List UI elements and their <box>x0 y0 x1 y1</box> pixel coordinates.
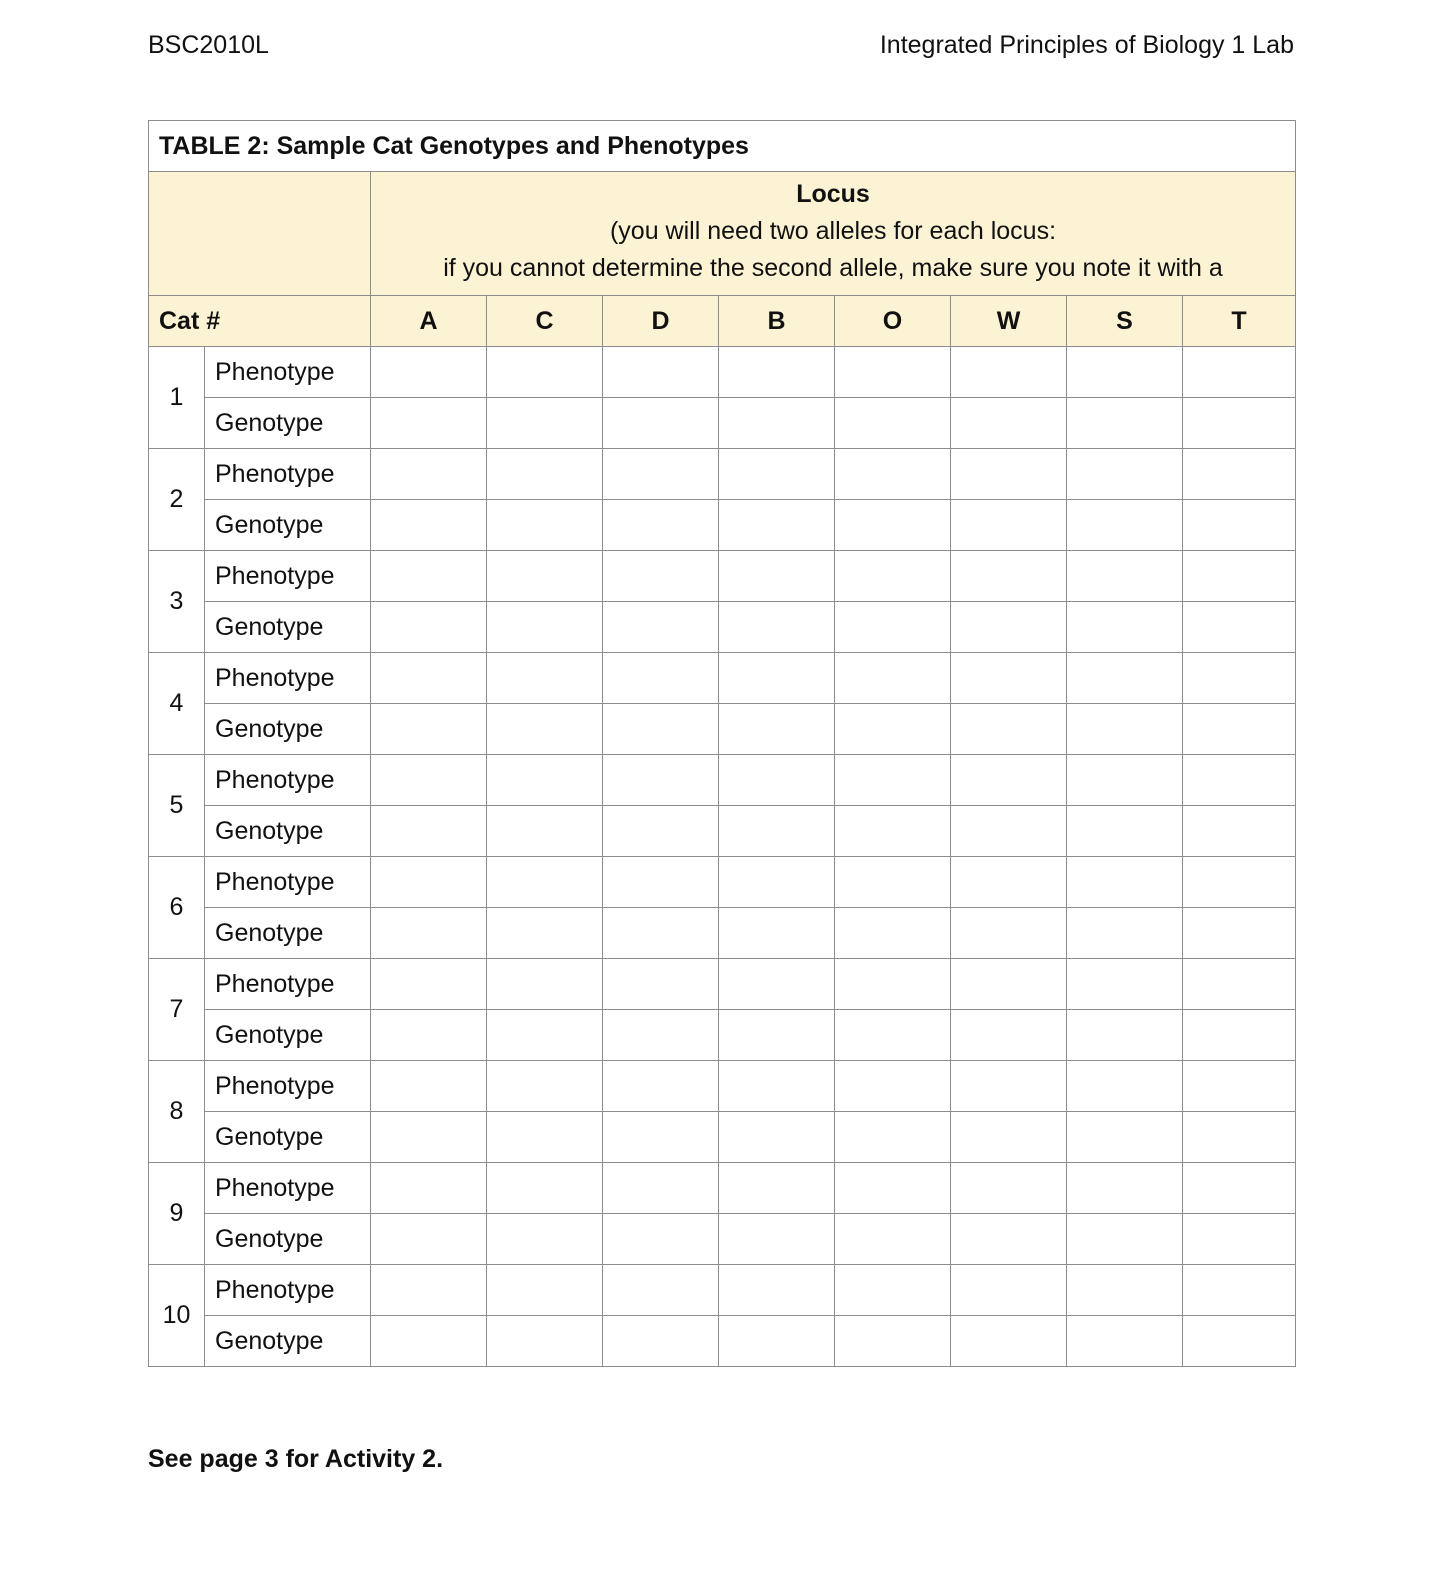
answer-cell[interactable] <box>719 959 835 1010</box>
phenotype-label: Phenotype <box>205 1265 371 1316</box>
answer-cell[interactable] <box>603 1265 719 1316</box>
locus-column-header: W <box>951 296 1067 347</box>
phenotype-label: Phenotype <box>205 449 371 500</box>
answer-cell[interactable] <box>719 908 835 959</box>
table-row <box>149 1316 1296 1367</box>
answer-cell[interactable] <box>719 857 835 908</box>
cat-number: 6 <box>149 857 205 959</box>
answer-cell[interactable] <box>719 449 835 500</box>
answer-cell[interactable] <box>951 1010 1067 1061</box>
answer-cell[interactable] <box>951 1214 1067 1265</box>
answer-cell[interactable] <box>487 1214 603 1265</box>
answer-cell[interactable] <box>951 1316 1067 1367</box>
answer-cell[interactable] <box>603 806 719 857</box>
answer-cell[interactable] <box>951 398 1067 449</box>
answer-cell[interactable] <box>835 1316 951 1367</box>
genotype-label: Genotype <box>205 704 371 755</box>
answer-cell[interactable] <box>835 908 951 959</box>
genotype-label: Genotype <box>205 602 371 653</box>
locus-header <box>371 172 1296 296</box>
answer-cell[interactable] <box>951 806 1067 857</box>
answer-cell[interactable] <box>1183 1265 1296 1316</box>
cat-number: 4 <box>149 653 205 755</box>
answer-cell[interactable] <box>487 500 603 551</box>
answer-cell[interactable] <box>835 551 951 602</box>
answer-cell[interactable] <box>951 908 1067 959</box>
answer-cell[interactable] <box>1183 755 1296 806</box>
answer-cell[interactable] <box>1067 959 1183 1010</box>
answer-cell[interactable] <box>371 602 487 653</box>
answer-cell[interactable] <box>487 449 603 500</box>
answer-cell[interactable] <box>603 755 719 806</box>
answer-cell[interactable] <box>719 1061 835 1112</box>
answer-cell[interactable] <box>603 959 719 1010</box>
answer-cell[interactable] <box>1183 1163 1296 1214</box>
answer-cell[interactable] <box>719 602 835 653</box>
genotype-label: Genotype <box>205 1112 371 1163</box>
answer-cell[interactable] <box>371 500 487 551</box>
cat-number: 7 <box>149 959 205 1061</box>
answer-cell[interactable] <box>1183 908 1296 959</box>
answer-cell[interactable] <box>951 602 1067 653</box>
table-row <box>149 500 1296 551</box>
answer-cell[interactable] <box>371 1265 487 1316</box>
answer-cell[interactable] <box>371 1214 487 1265</box>
answer-cell[interactable] <box>487 398 603 449</box>
answer-cell[interactable] <box>1067 1061 1183 1112</box>
locus-column-header: O <box>835 296 951 347</box>
table-row <box>149 602 1296 653</box>
answer-cell[interactable] <box>371 398 487 449</box>
table-row <box>149 449 1296 500</box>
answer-cell[interactable] <box>719 704 835 755</box>
cat-number: 8 <box>149 1061 205 1163</box>
locus-column-header: A <box>371 296 487 347</box>
answer-cell[interactable] <box>719 1265 835 1316</box>
answer-cell[interactable] <box>719 1316 835 1367</box>
answer-cell[interactable] <box>603 1316 719 1367</box>
table-row <box>149 1112 1296 1163</box>
answer-cell[interactable] <box>1183 1112 1296 1163</box>
table-row <box>149 1061 1296 1112</box>
course-code: BSC2010L <box>148 31 269 59</box>
answer-cell[interactable] <box>951 1265 1067 1316</box>
answer-cell[interactable] <box>371 347 487 398</box>
answer-cell[interactable] <box>835 806 951 857</box>
phenotype-label: Phenotype <box>205 551 371 602</box>
answer-cell[interactable] <box>835 500 951 551</box>
answer-cell[interactable] <box>951 755 1067 806</box>
answer-cell[interactable] <box>951 347 1067 398</box>
locus-column-header: S <box>1067 296 1183 347</box>
answer-cell[interactable] <box>719 347 835 398</box>
answer-cell[interactable] <box>835 857 951 908</box>
answer-cell[interactable] <box>603 449 719 500</box>
answer-cell[interactable] <box>835 449 951 500</box>
answer-cell[interactable] <box>1183 1010 1296 1061</box>
answer-cell[interactable] <box>487 704 603 755</box>
answer-cell[interactable] <box>951 500 1067 551</box>
answer-cell[interactable] <box>1067 1163 1183 1214</box>
answer-cell[interactable] <box>487 1163 603 1214</box>
answer-cell[interactable] <box>835 347 951 398</box>
answer-cell[interactable] <box>487 653 603 704</box>
answer-cell[interactable] <box>1183 449 1296 500</box>
answer-cell[interactable] <box>1067 755 1183 806</box>
answer-cell[interactable] <box>835 398 951 449</box>
answer-cell[interactable] <box>603 398 719 449</box>
course-title: Integrated Principles of Biology 1 Lab <box>879 31 1294 59</box>
answer-cell[interactable] <box>603 1214 719 1265</box>
locus-instruction-line-1: (you will need two alleles for each locus: <box>609 217 1057 245</box>
answer-cell[interactable] <box>1067 1010 1183 1061</box>
phenotype-label: Phenotype <box>205 1163 371 1214</box>
answer-cell[interactable] <box>487 806 603 857</box>
answer-cell[interactable] <box>1067 551 1183 602</box>
answer-cell[interactable] <box>719 755 835 806</box>
answer-cell[interactable] <box>603 602 719 653</box>
genotype-label: Genotype <box>205 500 371 551</box>
locus-column-header: C <box>487 296 603 347</box>
answer-cell[interactable] <box>835 959 951 1010</box>
answer-cell[interactable] <box>371 1316 487 1367</box>
answer-cell[interactable] <box>603 1061 719 1112</box>
answer-cell[interactable] <box>1183 857 1296 908</box>
answer-cell[interactable] <box>1067 449 1183 500</box>
answer-cell[interactable] <box>1067 398 1183 449</box>
answer-cell[interactable] <box>603 551 719 602</box>
answer-cell[interactable] <box>835 704 951 755</box>
phenotype-label: Phenotype <box>205 959 371 1010</box>
answer-cell[interactable] <box>1183 704 1296 755</box>
answer-cell[interactable] <box>487 1112 603 1163</box>
table-row <box>149 908 1296 959</box>
answer-cell[interactable] <box>1067 1265 1183 1316</box>
answer-cell[interactable] <box>1067 500 1183 551</box>
answer-cell[interactable] <box>487 908 603 959</box>
answer-cell[interactable] <box>835 1163 951 1214</box>
table-title: TABLE 2: Sample Cat Genotypes and Phenotypes <box>149 121 1296 172</box>
table-row <box>149 704 1296 755</box>
answer-cell[interactable] <box>719 500 835 551</box>
cat-number: 1 <box>149 347 205 449</box>
answer-cell[interactable] <box>951 1112 1067 1163</box>
answer-cell[interactable] <box>1183 602 1296 653</box>
answer-cell[interactable] <box>835 1214 951 1265</box>
answer-cell[interactable] <box>371 551 487 602</box>
answer-cell[interactable] <box>1067 857 1183 908</box>
locus-column-header: T <box>1183 296 1296 347</box>
answer-cell[interactable] <box>1067 1112 1183 1163</box>
answer-cell[interactable] <box>603 857 719 908</box>
answer-cell[interactable] <box>371 806 487 857</box>
cat-genotype-table <box>148 120 1296 1367</box>
answer-cell[interactable] <box>371 1112 487 1163</box>
answer-cell[interactable] <box>1183 500 1296 551</box>
table-row <box>149 1265 1296 1316</box>
answer-cell[interactable] <box>371 755 487 806</box>
phenotype-label: Phenotype <box>205 1061 371 1112</box>
answer-cell[interactable] <box>487 1061 603 1112</box>
answer-cell[interactable] <box>371 704 487 755</box>
genotype-label: Genotype <box>205 908 371 959</box>
answer-cell[interactable] <box>603 1010 719 1061</box>
answer-cell[interactable] <box>487 602 603 653</box>
answer-cell[interactable] <box>371 1061 487 1112</box>
answer-cell[interactable] <box>487 755 603 806</box>
answer-cell[interactable] <box>1183 959 1296 1010</box>
answer-cell[interactable] <box>719 551 835 602</box>
answer-cell[interactable] <box>719 806 835 857</box>
answer-cell[interactable] <box>835 1010 951 1061</box>
answer-cell[interactable] <box>1067 908 1183 959</box>
answer-cell[interactable] <box>719 1010 835 1061</box>
table-row <box>149 551 1296 602</box>
answer-cell[interactable] <box>487 959 603 1010</box>
answer-cell[interactable] <box>371 1010 487 1061</box>
footer-note: See page 3 for Activity 2. <box>148 1445 444 1473</box>
answer-cell[interactable] <box>603 347 719 398</box>
answer-cell[interactable] <box>719 1112 835 1163</box>
answer-cell[interactable] <box>1067 806 1183 857</box>
table-row <box>149 398 1296 449</box>
locus-column-header: B <box>719 296 835 347</box>
answer-cell[interactable] <box>1183 1214 1296 1265</box>
genotype-label: Genotype <box>205 1010 371 1061</box>
answer-cell[interactable] <box>1067 1214 1183 1265</box>
table-row <box>149 857 1296 908</box>
answer-cell[interactable] <box>1183 398 1296 449</box>
answer-cell[interactable] <box>719 653 835 704</box>
table-row <box>149 1214 1296 1265</box>
answer-cell[interactable] <box>1183 1061 1296 1112</box>
locus-instruction-line-2: if you cannot determine the second allele, make sure you note it with a <box>443 254 1223 282</box>
answer-cell[interactable] <box>835 602 951 653</box>
answer-cell[interactable] <box>1067 704 1183 755</box>
answer-cell[interactable] <box>603 1112 719 1163</box>
answer-cell[interactable] <box>951 653 1067 704</box>
locus-column-header: D <box>603 296 719 347</box>
answer-cell[interactable] <box>835 755 951 806</box>
answer-cell[interactable] <box>951 704 1067 755</box>
answer-cell[interactable] <box>1067 1316 1183 1367</box>
answer-cell[interactable] <box>371 653 487 704</box>
answer-cell[interactable] <box>603 653 719 704</box>
answer-cell[interactable] <box>1067 602 1183 653</box>
answer-cell[interactable] <box>1183 551 1296 602</box>
answer-cell[interactable] <box>371 1163 487 1214</box>
answer-cell[interactable] <box>371 959 487 1010</box>
answer-cell[interactable] <box>487 857 603 908</box>
answer-cell[interactable] <box>719 1214 835 1265</box>
answer-cell[interactable] <box>371 449 487 500</box>
answer-cell[interactable] <box>603 908 719 959</box>
answer-cell[interactable] <box>835 1265 951 1316</box>
answer-cell[interactable] <box>1183 1316 1296 1367</box>
answer-cell[interactable] <box>951 857 1067 908</box>
answer-cell[interactable] <box>951 1061 1067 1112</box>
answer-cell[interactable] <box>835 1061 951 1112</box>
cat-number: 10 <box>149 1265 205 1367</box>
answer-cell[interactable] <box>1183 347 1296 398</box>
phenotype-label: Phenotype <box>205 347 371 398</box>
answer-cell[interactable] <box>487 1265 603 1316</box>
answer-cell[interactable] <box>371 857 487 908</box>
table-row <box>149 806 1296 857</box>
cat-number: 5 <box>149 755 205 857</box>
answer-cell[interactable] <box>951 449 1067 500</box>
table-row <box>149 1010 1296 1061</box>
header-corner-cell <box>149 172 371 296</box>
answer-cell[interactable] <box>1067 347 1183 398</box>
answer-cell[interactable] <box>487 551 603 602</box>
answer-cell[interactable] <box>371 908 487 959</box>
phenotype-label: Phenotype <box>205 653 371 704</box>
genotype-label: Genotype <box>205 806 371 857</box>
answer-cell[interactable] <box>487 347 603 398</box>
answer-cell[interactable] <box>603 500 719 551</box>
genotype-label: Genotype <box>205 1316 371 1367</box>
table-row <box>149 959 1296 1010</box>
answer-cell[interactable] <box>719 398 835 449</box>
answer-cell[interactable] <box>1183 653 1296 704</box>
phenotype-label: Phenotype <box>205 857 371 908</box>
answer-cell[interactable] <box>603 1163 719 1214</box>
answer-cell[interactable] <box>835 653 951 704</box>
table-row <box>149 347 1296 398</box>
locus-title: Locus <box>796 180 870 208</box>
cat-number: 3 <box>149 551 205 653</box>
answer-cell[interactable] <box>951 959 1067 1010</box>
table-row <box>149 1163 1296 1214</box>
answer-cell[interactable] <box>487 1010 603 1061</box>
answer-cell[interactable] <box>1067 653 1183 704</box>
answer-cell[interactable] <box>487 1316 603 1367</box>
cat-number: 9 <box>149 1163 205 1265</box>
answer-cell[interactable] <box>835 1112 951 1163</box>
answer-cell[interactable] <box>603 704 719 755</box>
cat-number-header: Cat # <box>149 296 371 347</box>
answer-cell[interactable] <box>1183 806 1296 857</box>
phenotype-label: Phenotype <box>205 755 371 806</box>
answer-cell[interactable] <box>951 551 1067 602</box>
table-row <box>149 653 1296 704</box>
genotype-label: Genotype <box>205 1214 371 1265</box>
genotype-label: Genotype <box>205 398 371 449</box>
answer-cell[interactable] <box>719 1163 835 1214</box>
table-row <box>149 755 1296 806</box>
cat-number: 2 <box>149 449 205 551</box>
answer-cell[interactable] <box>951 1163 1067 1214</box>
